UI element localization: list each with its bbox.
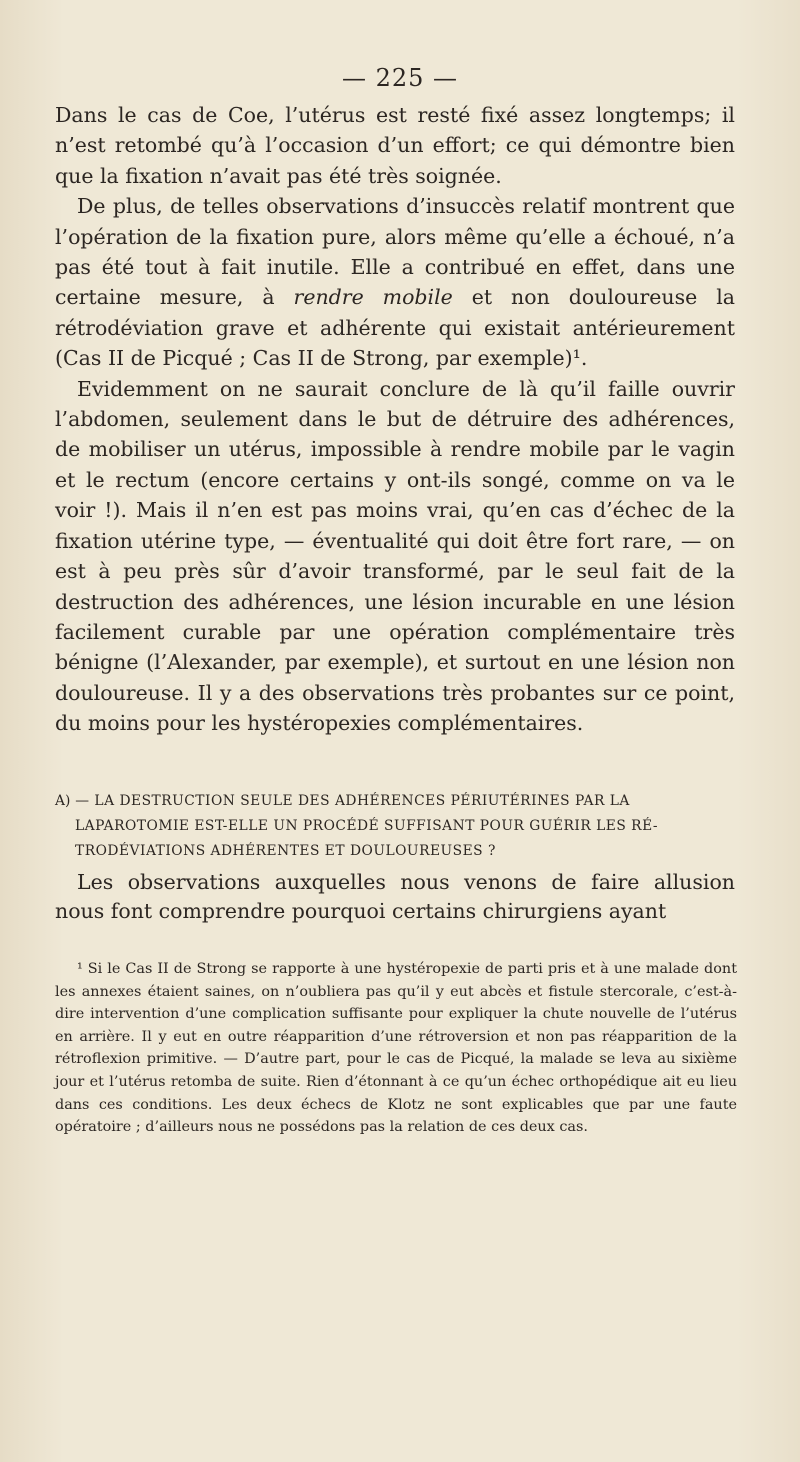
emphasis-text: rendre mobile [293, 285, 453, 310]
section-heading [55, 789, 735, 864]
main-text [55, 100, 735, 739]
paragraph-1: Dans le cas de Coe, l’utérus est resté fixé assez longtemps; il n’est retombé qu’à l’occasion d’un effort; ce qui démontre bien que la fixation n’avait pas été très soignée. [55, 103, 735, 188]
section-heading-line-3: TRODÉVIATIONS ADHÉRENTES ET DOULOUREUSES ? [75, 843, 496, 859]
section-heading-line-1: — LA DESTRUCTION SEULE DES ADHÉRENCES PÉRIUTÉRINES PAR LA [75, 793, 630, 809]
paragraph-2: De plus, de telles observations d’insuccès relatif montrent que l’opération de la fixation pure, alors même qu’elle a échoué, n’a pas été tout à fait inutile. Elle a contribué en effet, dans une certaine mesure, à rendre mobile et non douloureuse la rétrodéviation grave et adhérente qui existait antérieurement (Cas II de Picqué ; Cas II de Strong, par exemple)¹. [55, 194, 735, 371]
paragraph-4: Les observations auxquelles nous venons de faire allusion nous font comprendre pourquoi certains chirurgiens ayant [55, 870, 735, 923]
section-marker: A) [55, 793, 71, 809]
section-heading-line-2: LAPAROTOMIE EST-ELLE UN PROCÉDÉ SUFFISANT POUR GUÉRIR LES RÉ- [75, 818, 659, 834]
page-number: — 225 — [341, 64, 459, 92]
footnote: ¹ Si le Cas II de Strong se rapporte à une hystéropexie de parti pris et à une malade dont les annexes étaient saines, on n’oubliera pas qu’il y eut abcès et fistule stercorale, c’est-à-dire intervention d’une complication suffisante pour expliquer la chute nouvelle de l’utérus en arrière. Il y eut en outre réapparition d’une rétroversion et non pas réapparition de la rétroflexion primitive. — D’autre part, pour le cas de Picqué, la malade se leva au sixième jour et l’utérus retomba de suite. Rien d’étonnant à ce qu’un échec orthopédique ait eu lieu dans ces conditions. Les deux échecs de Klotz ne sont explicables que par une faute opératoire ; d’ailleurs nous ne possédons pas la relation de ces deux cas. [55, 961, 737, 1136]
paragraph-3: Evidemment on ne saurait conclure de là qu’il faille ouvrir l’abdomen, seulement dans le but de détruire des adhérences, de mobiliser un utérus, impossible à rendre mobile par le vagin et le rectum (encore certains y ont-ils songé, comme on va le voir !). Mais il n’en est pas moins vrai, qu’en cas d’échec de la fixation utérine type, — éventualité qui doit être fort rare, — on est à peu près sûr d’avoir transformé, par le seul fait de la destruction des adhérences, une lésion incurable en une lésion facilement curable par une opération complémentaire très bénigne (l’Alexander, par exemple), et surtout en une lésion non douloureuse. Il y a des observations très probantes sur ce point, du moins pour les hystéropexies complémentaires. [55, 376, 735, 736]
